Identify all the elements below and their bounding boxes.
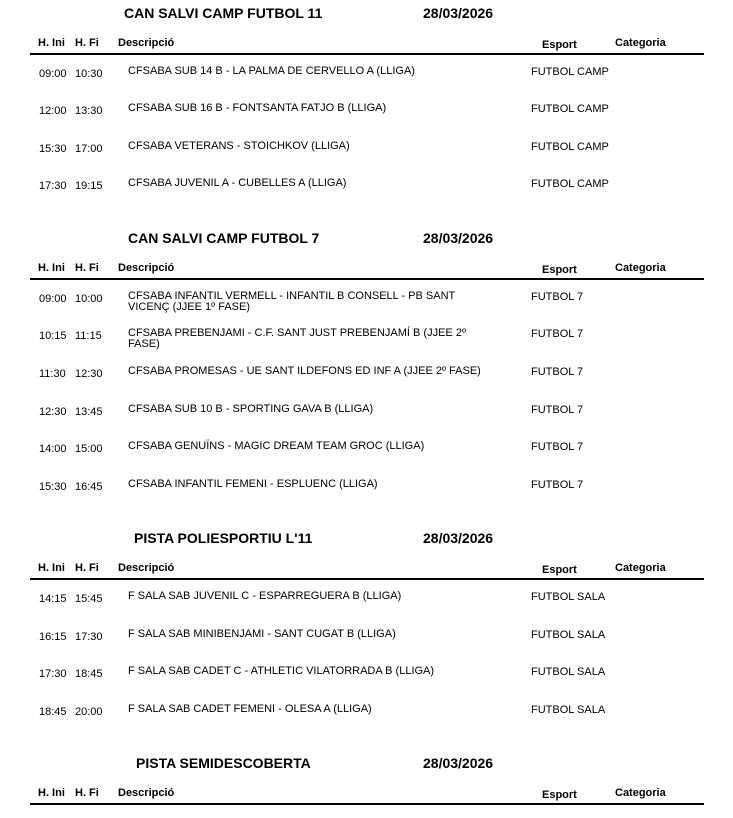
venue-title: CAN SALVI CAMP FUTBOL 11 [124, 5, 323, 21]
col-start-header: H. Ini [38, 787, 65, 799]
col-end-header: H. Fi [75, 262, 99, 274]
start-time: 17:30 [39, 180, 67, 192]
start-time: 16:15 [39, 631, 67, 643]
description: CFSABA SUB 14 B - LA PALMA DE CERVELLO A (LLIGA) [128, 65, 415, 77]
venue-date: 28/03/2026 [423, 230, 494, 246]
start-time: 14:15 [39, 593, 67, 605]
col-start-header: H. Ini [38, 262, 65, 274]
end-time: 17:30 [75, 631, 103, 643]
description: F SALA SAB JUVENIL C - ESPARREGUERA B (LLIGA) [128, 590, 402, 602]
header-rule [30, 578, 704, 580]
start-time: 10:15 [39, 330, 67, 342]
sport: FUTBOL 7 [531, 441, 584, 453]
col-category-header: Categoria [615, 787, 666, 799]
col-start-header: H. Ini [38, 562, 65, 574]
start-time: 15:30 [39, 143, 67, 155]
end-time: 10:00 [75, 293, 103, 305]
venue-date: 28/03/2026 [423, 755, 494, 771]
end-time: 10:30 [75, 68, 103, 80]
venue-date: 28/03/2026 [423, 5, 494, 21]
sport: FUTBOL 7 [531, 404, 584, 416]
end-time: 12:30 [75, 368, 103, 380]
sport: FUTBOL SALA [531, 629, 606, 641]
sport: FUTBOL 7 [531, 479, 584, 491]
end-time: 18:45 [75, 668, 103, 680]
col-description-header: Descripció [118, 787, 175, 799]
col-sport-header: Esport [542, 39, 577, 51]
sport: FUTBOL 7 [531, 366, 584, 378]
end-time: 13:30 [75, 105, 103, 117]
sport: FUTBOL CAMP [531, 141, 609, 153]
start-time: 09:00 [39, 293, 67, 305]
sport: FUTBOL 7 [531, 328, 584, 340]
start-time: 14:00 [39, 443, 67, 455]
col-end-header: H. Fi [75, 562, 99, 574]
end-time: 13:45 [75, 406, 103, 418]
col-end-header: H. Fi [75, 787, 99, 799]
sport: FUTBOL CAMP [531, 66, 609, 78]
description: CFSABA INFANTIL FEMENI - ESPLUENC (LLIGA) [128, 478, 378, 490]
venue-title: PISTA POLIESPORTIU L'11 [134, 530, 313, 546]
description: CFSABA PROMESAS - UE SANT ILDEFONS ED INF A (JJEE 2º FASE) [128, 365, 481, 377]
sport: FUTBOL CAMP [531, 178, 609, 190]
description: CFSABA VETERANS - STOICHKOV (LLIGA) [128, 140, 350, 152]
venue-title: PISTA SEMIDESCOBERTA [136, 755, 311, 771]
col-end-header: H. Fi [75, 37, 99, 49]
description: CFSABA SUB 16 B - FONTSANTA FATJO B (LLIGA) [128, 102, 387, 114]
description: CFSABA INFANTIL VERMELL - INFANTIL B CONSELL - PB SANT VICENÇ (JJEE 1º FASE) [128, 290, 456, 313]
end-time: 16:45 [75, 481, 103, 493]
description: CFSABA SUB 10 B - SPORTING GAVA B (LLIGA) [128, 403, 374, 415]
venue-title: CAN SALVI CAMP FUTBOL 7 [128, 230, 320, 246]
end-time: 17:00 [75, 143, 103, 155]
end-time: 20:00 [75, 706, 103, 718]
sport: FUTBOL SALA [531, 666, 606, 678]
col-category-header: Categoria [615, 562, 666, 574]
header-rule [30, 278, 704, 280]
start-time: 12:00 [39, 105, 67, 117]
description: F SALA SAB CADET FEMENI - OLESA A (LLIGA) [128, 703, 372, 715]
end-time: 11:15 [75, 330, 102, 342]
header-rule [30, 803, 704, 805]
start-time: 09:00 [39, 68, 67, 80]
end-time: 15:45 [75, 593, 103, 605]
end-time: 15:00 [75, 443, 103, 455]
description: F SALA SAB MINIBENJAMI - SANT CUGAT B (LLIGA) [128, 628, 396, 640]
col-sport-header: Esport [542, 789, 577, 801]
start-time: 18:45 [39, 706, 67, 718]
col-description-header: Descripció [118, 562, 175, 574]
col-description-header: Descripció [118, 262, 175, 274]
start-time: 15:30 [39, 481, 67, 493]
start-time: 11:30 [39, 368, 66, 380]
sport: FUTBOL CAMP [531, 103, 609, 115]
venue-date: 28/03/2026 [423, 530, 494, 546]
description: CFSABA JUVENIL A - CUBELLES A (LLIGA) [128, 177, 347, 189]
sport: FUTBOL 7 [531, 291, 584, 303]
description: F SALA SAB CADET C - ATHLETIC VILATORRADA B (LLIGA) [128, 665, 435, 677]
end-time: 19:15 [75, 180, 103, 192]
start-time: 17:30 [39, 668, 67, 680]
sport: FUTBOL SALA [531, 704, 606, 716]
col-description-header: Descripció [118, 37, 175, 49]
col-sport-header: Esport [542, 264, 577, 276]
description: CFSABA GENUÏNS - MAGIC DREAM TEAM GROC (LLIGA) [128, 440, 425, 452]
col-sport-header: Esport [542, 564, 577, 576]
sport: FUTBOL SALA [531, 591, 606, 603]
col-category-header: Categoria [615, 37, 666, 49]
description: CFSABA PREBENJAMI - C.F. SANT JUST PREBENJAMÍ B (JJEE 2º FASE) [128, 327, 466, 350]
col-start-header: H. Ini [38, 37, 65, 49]
col-category-header: Categoria [615, 262, 666, 274]
header-rule [30, 53, 704, 55]
start-time: 12:30 [39, 406, 67, 418]
